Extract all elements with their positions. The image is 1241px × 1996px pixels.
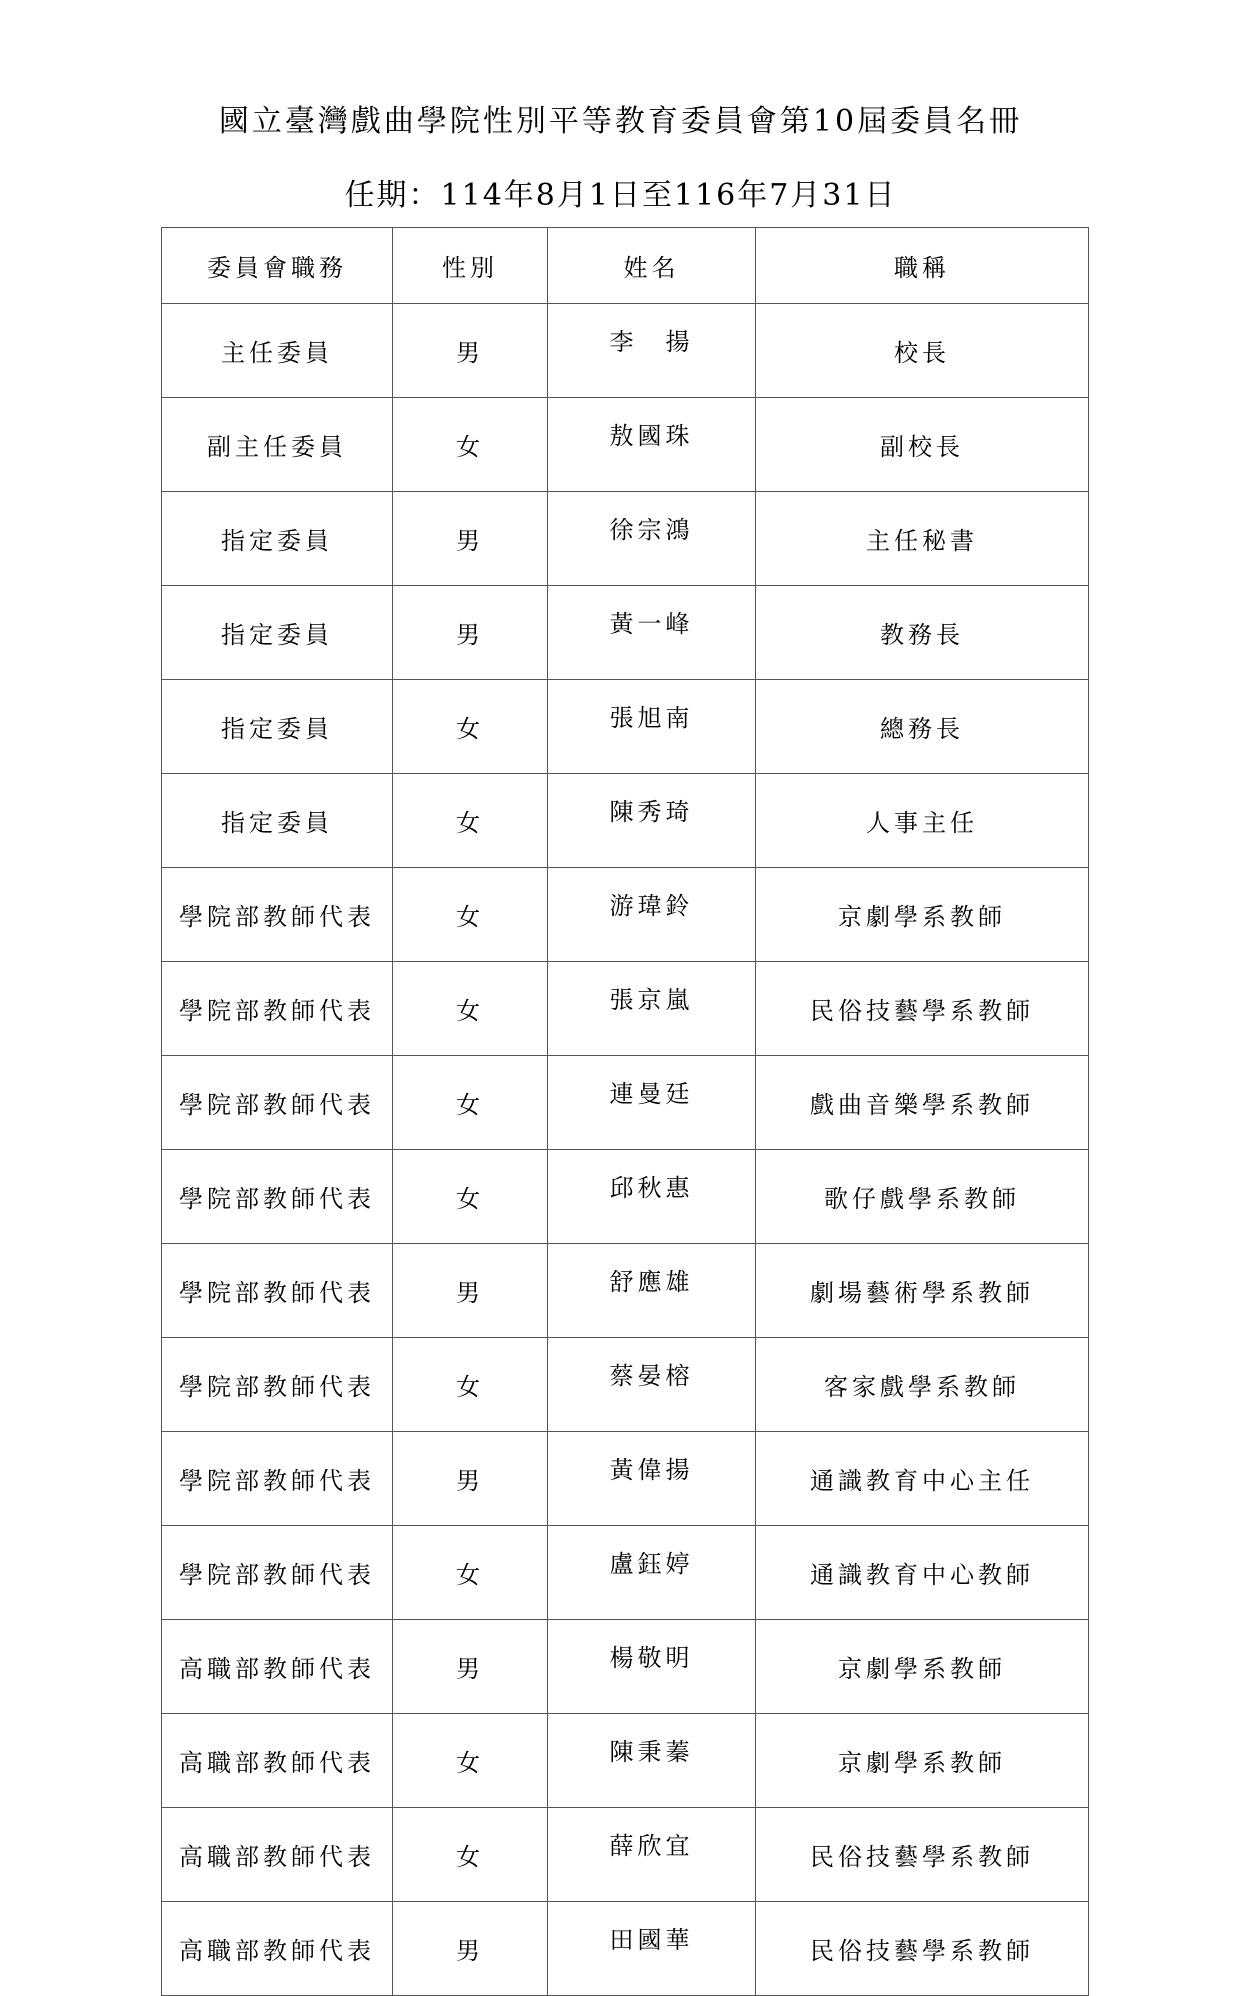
table-row [162, 962, 1089, 1056]
table-row [162, 1056, 1089, 1150]
cell-name: 陳秉蓁 [548, 1714, 756, 1808]
cell-title: 人事主任 [756, 774, 1089, 868]
document-title: 國立臺灣戲曲學院性別平等教育委員會第10屆委員名冊 [218, 104, 1023, 139]
cell-title: 通識教育中心主任 [756, 1432, 1089, 1526]
table-row [162, 398, 1089, 492]
cell-gender: 女 [393, 1338, 548, 1432]
cell-gender: 女 [393, 680, 548, 774]
cell-name: 張旭南 [548, 680, 756, 774]
term-period: 任期：114年8月1日至116年7月31日 [344, 178, 897, 213]
cell-title: 客家戲學系教師 [756, 1338, 1089, 1432]
cell-gender: 男 [393, 1902, 548, 1996]
cell-name: 蔡晏榕 [548, 1338, 756, 1432]
cell-role: 高職部教師代表 [162, 1902, 393, 1996]
header-gender: 性別 [393, 228, 548, 304]
cell-name: 舒應雄 [548, 1244, 756, 1338]
cell-name: 敖國珠 [548, 398, 756, 492]
cell-name: 連曼廷 [548, 1056, 756, 1150]
cell-gender: 男 [393, 1244, 548, 1338]
cell-gender: 女 [393, 774, 548, 868]
cell-title: 京劇學系教師 [756, 1620, 1089, 1714]
table-row [162, 1808, 1089, 1902]
table-row [162, 1244, 1089, 1338]
cell-gender: 女 [393, 1808, 548, 1902]
cell-name: 盧鈺婷 [548, 1526, 756, 1620]
cell-role: 學院部教師代表 [162, 1338, 393, 1432]
cell-role: 主任委員 [162, 304, 393, 398]
cell-role: 高職部教師代表 [162, 1620, 393, 1714]
cell-name: 邱秋惠 [548, 1150, 756, 1244]
cell-gender: 男 [393, 1432, 548, 1526]
cell-gender: 男 [393, 586, 548, 680]
committee-roster-table [161, 227, 1089, 1996]
cell-title: 民俗技藝學系教師 [756, 1902, 1089, 1996]
table-row [162, 774, 1089, 868]
cell-title: 戲曲音樂學系教師 [756, 1056, 1089, 1150]
cell-name: 李 揚 [548, 304, 756, 398]
cell-title: 京劇學系教師 [756, 1714, 1089, 1808]
cell-role: 學院部教師代表 [162, 1056, 393, 1150]
cell-role: 高職部教師代表 [162, 1714, 393, 1808]
table-row [162, 1902, 1089, 1996]
cell-role: 學院部教師代表 [162, 1526, 393, 1620]
table-row [162, 1432, 1089, 1526]
cell-name: 薛欣宜 [548, 1808, 756, 1902]
cell-role: 副主任委員 [162, 398, 393, 492]
cell-title: 京劇學系教師 [756, 868, 1089, 962]
cell-name: 田國華 [548, 1902, 756, 1996]
cell-title: 民俗技藝學系教師 [756, 1808, 1089, 1902]
cell-name: 黃偉揚 [548, 1432, 756, 1526]
table-row [162, 586, 1089, 680]
cell-gender: 男 [393, 304, 548, 398]
cell-name: 黃一峰 [548, 586, 756, 680]
table-row [162, 1620, 1089, 1714]
cell-role: 指定委員 [162, 586, 393, 680]
table-row [162, 492, 1089, 586]
cell-title: 主任秘書 [756, 492, 1089, 586]
cell-role: 學院部教師代表 [162, 868, 393, 962]
cell-title: 通識教育中心教師 [756, 1526, 1089, 1620]
cell-name: 游瑋鈴 [548, 868, 756, 962]
cell-role: 指定委員 [162, 492, 393, 586]
cell-title: 總務長 [756, 680, 1089, 774]
table-row [162, 1338, 1089, 1432]
cell-title: 校長 [756, 304, 1089, 398]
cell-gender: 女 [393, 1526, 548, 1620]
cell-role: 高職部教師代表 [162, 1808, 393, 1902]
table-row [162, 680, 1089, 774]
table-row [162, 1714, 1089, 1808]
cell-title: 教務長 [756, 586, 1089, 680]
cell-role: 學院部教師代表 [162, 962, 393, 1056]
cell-gender: 男 [393, 492, 548, 586]
cell-name: 陳秀琦 [548, 774, 756, 868]
table-row [162, 1526, 1089, 1620]
cell-title: 副校長 [756, 398, 1089, 492]
table-row [162, 1150, 1089, 1244]
cell-name: 楊敬明 [548, 1620, 756, 1714]
cell-name: 張京嵐 [548, 962, 756, 1056]
cell-title: 劇場藝術學系教師 [756, 1244, 1089, 1338]
cell-gender: 女 [393, 868, 548, 962]
cell-gender: 男 [393, 1620, 548, 1714]
cell-role: 學院部教師代表 [162, 1150, 393, 1244]
cell-gender: 女 [393, 1056, 548, 1150]
table-header-row [162, 228, 1089, 304]
header-title: 職稱 [756, 228, 1089, 304]
cell-role: 學院部教師代表 [162, 1244, 393, 1338]
header-name: 姓名 [548, 228, 756, 304]
cell-gender: 女 [393, 398, 548, 492]
cell-title: 民俗技藝學系教師 [756, 962, 1089, 1056]
cell-role: 學院部教師代表 [162, 1432, 393, 1526]
cell-gender: 女 [393, 1150, 548, 1244]
cell-name: 徐宗鴻 [548, 492, 756, 586]
cell-role: 指定委員 [162, 680, 393, 774]
cell-gender: 女 [393, 962, 548, 1056]
header-role: 委員會職務 [162, 228, 393, 304]
cell-gender: 女 [393, 1714, 548, 1808]
table-row [162, 304, 1089, 398]
cell-role: 指定委員 [162, 774, 393, 868]
table-row [162, 868, 1089, 962]
cell-title: 歌仔戲學系教師 [756, 1150, 1089, 1244]
